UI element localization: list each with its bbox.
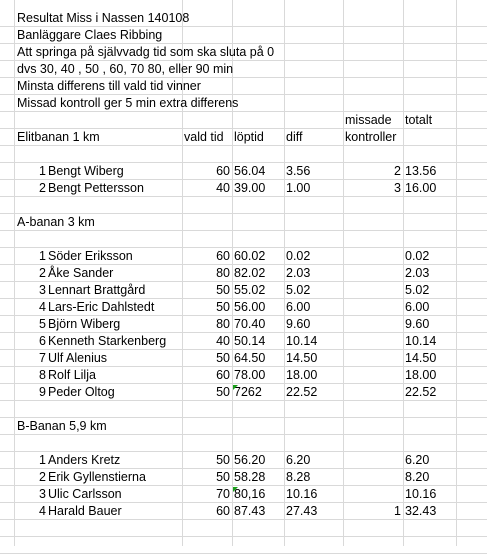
name-cell: Ulf Alenius [48,351,108,365]
vald-cell: 60 [216,249,230,263]
result-row[interactable] [0,316,487,333]
info-cell: Minsta differens till vald tid vinner [17,79,201,93]
place-cell: 2 [39,470,46,484]
result-row[interactable] [0,333,487,350]
diff-cell: 18.00 [286,368,318,382]
loptid-cell: 82.02 [234,266,266,280]
loptid-cell: 60.02 [234,249,266,263]
missade-cell [343,452,403,469]
diff-cell: 6.00 [286,300,311,314]
place-cell: 7 [39,351,46,365]
loptid-cell: 87.43 [234,504,266,518]
loptid-cell: 58.28 [234,470,266,484]
name-cell: Söder Eriksson [48,249,133,263]
diff-cell: 9.60 [286,317,311,331]
vald-cell: 50 [216,300,230,314]
place-cell: 1 [39,164,46,178]
totalt-cell: 22.52 [405,385,437,399]
vald-cell: 50 [216,470,230,484]
error-indicator-icon [233,487,238,492]
column-header-row[interactable] [0,112,487,129]
info-row[interactable] [0,78,487,95]
diff-cell: 6.20 [286,453,311,467]
missade-cell [343,265,403,282]
result-row[interactable] [0,265,487,282]
place-cell: 3 [39,283,46,297]
place-cell: 1 [39,249,46,263]
name-cell: Björn Wiberg [48,317,121,331]
kontroller-header: kontroller [345,130,397,144]
result-row[interactable] [0,469,487,486]
vald-cell: 40 [216,334,230,348]
result-row[interactable] [0,486,487,503]
info-row[interactable] [0,61,487,78]
result-row[interactable] [0,163,487,180]
section-header-row[interactable] [0,418,487,435]
missade-cell [343,299,403,316]
diff-cell: 10.16 [286,487,318,501]
missade-cell: 1 [394,504,401,518]
name-cell: Ulic Carlsson [48,487,122,501]
name-cell: Bengt Pettersson [48,181,144,195]
totalt-cell: 2.03 [405,266,430,280]
loptid-cell: 64.50 [234,351,266,365]
diff-cell: 5.02 [286,283,311,297]
missade-header: missade [345,113,392,127]
diff-cell: 27.43 [286,504,318,518]
place-cell: 4 [39,300,46,314]
diff-cell: 14.50 [286,351,318,365]
name-cell: Anders Kretz [48,453,121,467]
info-row[interactable] [0,44,487,61]
vald-cell: 60 [216,368,230,382]
totalt-cell: 9.60 [405,317,430,331]
result-row[interactable] [0,384,487,401]
place-cell: 9 [39,385,46,399]
loptid-cell: 39.00 [234,181,266,195]
missade-cell: 3 [394,181,401,195]
info-cell: Att springa på självvadg tid som ska sluta på 0 [17,45,275,59]
totalt-cell: 32.43 [405,504,437,518]
section-title: B-Banan 5,9 km [17,419,107,433]
info-row[interactable] [0,27,487,44]
loptid-cell [232,384,286,401]
totalt-cell: 10.16 [405,487,437,501]
name-cell: Harald Bauer [48,504,122,518]
error-indicator-icon [233,385,238,390]
loptid-cell: 55.02 [234,283,266,297]
result-row[interactable] [0,452,487,469]
place-cell: 8 [39,368,46,382]
loptid-cell: 56.20 [234,453,266,467]
loptid-cell: 56.04 [234,164,266,178]
place-cell: 1 [39,453,46,467]
totalt-header: totalt [405,113,433,127]
totalt-cell: 8.20 [405,470,430,484]
place-cell: 2 [39,181,46,195]
vald-cell: 80 [216,317,230,331]
diff-cell: 3.56 [286,164,311,178]
missade-cell [343,316,403,333]
section-header-row[interactable] [0,214,487,231]
vald-cell: 60 [216,504,230,518]
name-cell: Peder Oltog [48,385,115,399]
missade-cell [343,469,403,486]
loptid-value: 80,16 [234,487,266,501]
diff-header: diff [286,130,303,144]
name-cell: Bengt Wiberg [48,164,124,178]
title-row[interactable] [0,10,487,27]
totalt-cell: 6.00 [405,300,430,314]
loptid-cell [232,486,286,503]
result-row[interactable] [0,503,487,520]
info-cell: Missad kontroll ger 5 min extra differens [17,96,239,110]
name-cell: Rolf Lilja [48,368,96,382]
grid-row-line [0,536,487,537]
title-cell: Resultat Miss i Nassen 140108 [17,11,190,25]
section-title: A-banan 3 km [17,215,95,229]
vald-cell: 50 [216,283,230,297]
diff-cell: 10.14 [286,334,318,348]
place-cell: 3 [39,487,46,501]
vald-cell: 50 [216,453,230,467]
missade-cell [343,333,403,350]
place-cell: 4 [39,504,46,518]
missade-cell: 2 [394,164,401,178]
diff-cell: 2.03 [286,266,311,280]
totalt-cell: 14.50 [405,351,437,365]
result-row[interactable] [0,282,487,299]
name-cell: Åke Sander [48,266,114,280]
totalt-cell: 5.02 [405,283,430,297]
vald-cell: 40 [216,181,230,195]
name-cell: Erik Gyllenstierna [48,470,146,484]
missade-cell [343,486,403,503]
totalt-cell: 6.20 [405,453,430,467]
totalt-cell: 13.56 [405,164,437,178]
loptid-cell: 50.14 [234,334,266,348]
result-row[interactable] [0,367,487,384]
section-title: Elitbanan 1 km [17,130,100,144]
result-row[interactable] [0,248,487,265]
place-cell: 2 [39,266,46,280]
missade-cell [343,282,403,299]
vald-cell: 50 [216,351,230,365]
place-cell: 6 [39,334,46,348]
name-cell: Lars-Eric Dahlstedt [48,300,155,314]
missade-cell [343,350,403,367]
diff-cell: 22.52 [286,385,318,399]
diff-cell: 8.28 [286,470,311,484]
loptid-value: 7262 [234,385,262,399]
vald-cell: 70 [216,487,230,501]
missade-cell [343,367,403,384]
vald-cell: 60 [216,164,230,178]
totalt-cell: 0.02 [405,249,430,263]
vald-cell: 80 [216,266,230,280]
diff-cell: 0.02 [286,249,311,263]
vald-tid-header: vald tid [184,130,224,144]
place-cell: 5 [39,317,46,331]
name-cell: Lennart Brattgård [48,283,146,297]
totalt-cell: 18.00 [405,368,437,382]
loptid-header: löptid [234,130,264,144]
result-row[interactable] [0,299,487,316]
totalt-cell: 10.14 [405,334,437,348]
info-row[interactable] [0,95,487,112]
loptid-cell: 70.40 [234,317,266,331]
name-cell: Kenneth Starkenberg [48,334,167,348]
loptid-cell: 78.00 [234,368,266,382]
result-row[interactable] [0,180,487,197]
missade-cell [343,248,403,265]
info-cell: Banläggare Claes Ribbing [17,28,163,42]
totalt-cell: 16.00 [405,181,437,195]
diff-cell: 1.00 [286,181,311,195]
info-cell: dvs 30, 40 , 50 , 60, 70 80, eller 90 min [17,62,234,76]
column-header-row[interactable] [0,129,487,146]
loptid-cell: 56.00 [234,300,266,314]
result-row[interactable] [0,350,487,367]
missade-cell [343,384,403,401]
vald-cell: 50 [216,385,230,399]
